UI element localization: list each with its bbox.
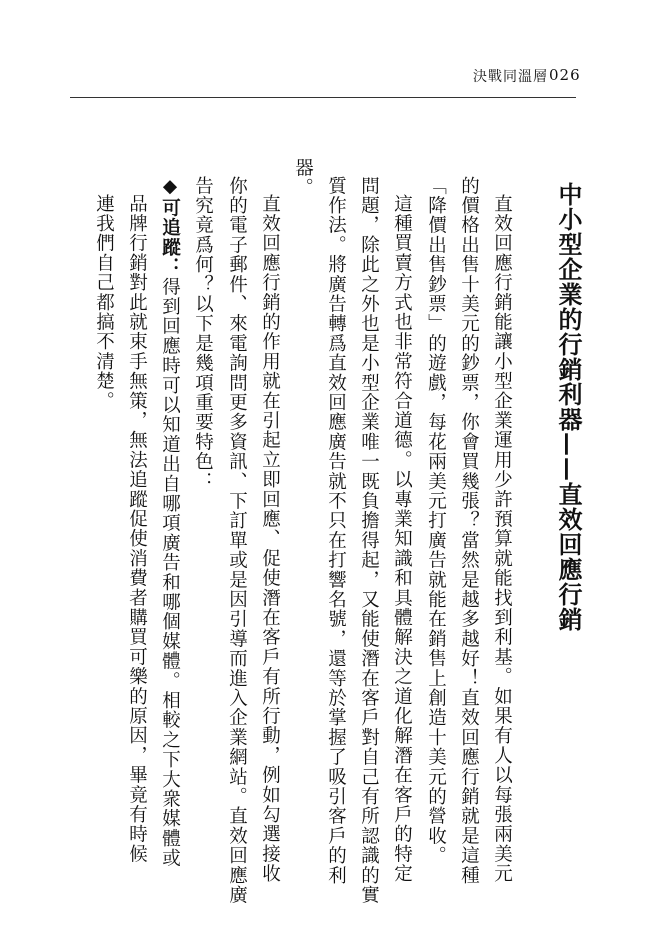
bullet-continuation-line: 品牌行銷對此就束手無策，無法追蹤促使消費者購買可樂的原因，畢竟有時候 [126, 194, 148, 864]
paragraph-line: 告究竟爲何？以下是幾項重要特色： [192, 176, 214, 492]
page-number: 026 [549, 66, 581, 84]
header-rule [70, 97, 576, 98]
paragraph-line: 問題，除此之外也是小型企業唯一既負擔得起，又能使潛在客戶對自己有所認識的實 [358, 176, 380, 905]
bullet-label: 可追蹤： [159, 198, 181, 278]
running-header [0, 66, 663, 90]
section-title: 中小型企業的行銷利器——直效回應行銷 [554, 182, 583, 632]
bullet-item [160, 176, 179, 868]
paragraph-line: 直效回應行銷的作用就在引起立即回應、促使潛在客戶有所行動，例如勾選接收 [259, 194, 281, 884]
chapter-title: 決戰同溫層 [473, 69, 548, 85]
bullet-text: 得到回應時可以知道出自哪項廣告和哪個媒體。相較之下大衆媒體或 [159, 277, 181, 869]
paragraph-line: 的價格出售十美元的鈔票，你會買幾張？當然是越多越好！直效回應行銷就是這種 [458, 176, 480, 886]
paragraph-line: 你的電子郵件、來電詢問更多資訊、下訂單或是因引導而進入企業網站。直效回應廣 [226, 176, 248, 905]
bullet-continuation-line: 連我們自己都搞不清楚。 [93, 194, 115, 411]
paragraph-line: 直效回應行銷能讓小型企業運用少許預算就能找到利基。如果有人以每張兩美元 [491, 194, 513, 884]
paragraph-line: 這種買賣方式也非常符合道德。以專業知識和具體解決之道化解潛在客戶的特定 [391, 194, 413, 884]
paragraph-line: 「降價出售鈔票」的遊戲，每花兩美元打廣告就能在銷售上創造十美元的營收。 [425, 176, 447, 866]
paragraph-line: 質作法。將廣告轉爲直效回應廣告就不只在打響名號，還等於掌握了吸引客戶的利 [325, 176, 347, 886]
diamond-bullet-icon: ◆ [159, 176, 181, 199]
paragraph-line: 器。 [292, 158, 314, 198]
